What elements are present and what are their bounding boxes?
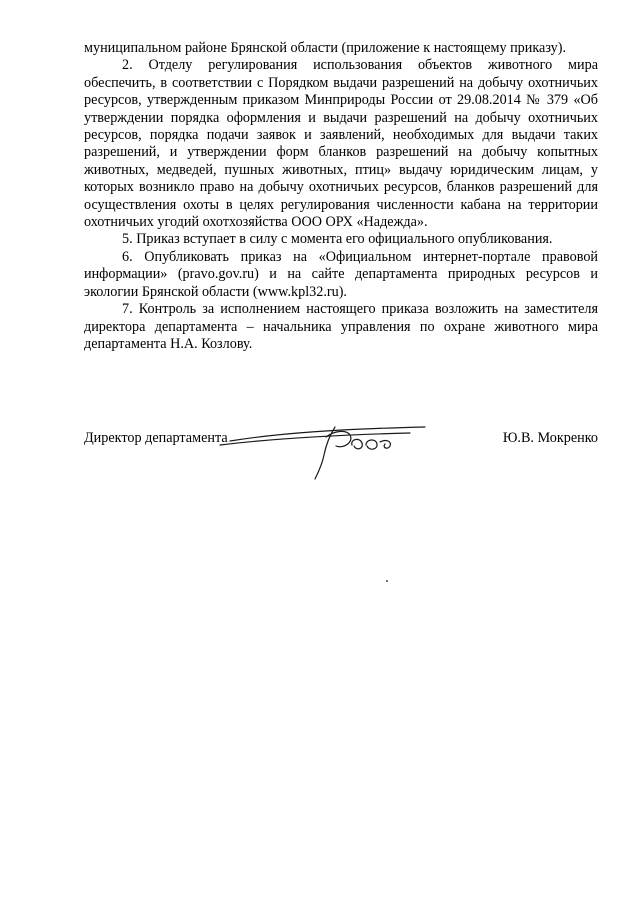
paragraph-continuation: муниципальном районе Брянской области (приложение к настоящему приказу). <box>84 40 567 56</box>
paragraph-item-5: 5. Приказ вступает в силу с момента его официального опубликования. <box>122 231 553 248</box>
handwritten-signature <box>160 415 440 485</box>
paragraph-item-2: 2. Отделу регулирования использования объектов животного мира обеспечить, в соответствии с Порядком выдачи разрешений на добычу охотничьих ресурсов, утвержденным приказом Минприроды России от 29.08.2014 № 379 «Об утверждении порядка оформления и выдачи разрешений на добычу охотничьих ресурсов, порядка подачи заявок и заявлений, необходимых для выдачи таких разрешений, и утверждении форм бланков разрешений на добычу копытных животных, медведей, пушных животных, птиц» выдачу юридическим лицам, у которых возникло право на добычу охотничьих ресурсов, бланков разрешений для осуществления охоты в целях регулирования численности кабана на территории охотничьих угодий охотхозяйства ООО ОРХ «Надежда». <box>84 57 598 231</box>
scan-speck <box>386 580 388 582</box>
signatory-title: Директор департамента <box>84 430 228 446</box>
paragraph-item-6: 6. Опубликовать приказ на «Официальном интернет-портале правовой информации» (pravo.gov.ru) и на сайте департамента природных ресурсов и экологии Брянской области (www.kpl32.ru). <box>84 248 598 300</box>
signatory-name: Ю.В. Мокренко <box>502 430 598 446</box>
document-body <box>84 40 598 353</box>
paragraph-item-7: 7. Контроль за исполнением настоящего приказа возложить на заместителя директора департамента – начальника управления по охране животного мира департамента Н.А. Козлову. <box>84 301 598 352</box>
